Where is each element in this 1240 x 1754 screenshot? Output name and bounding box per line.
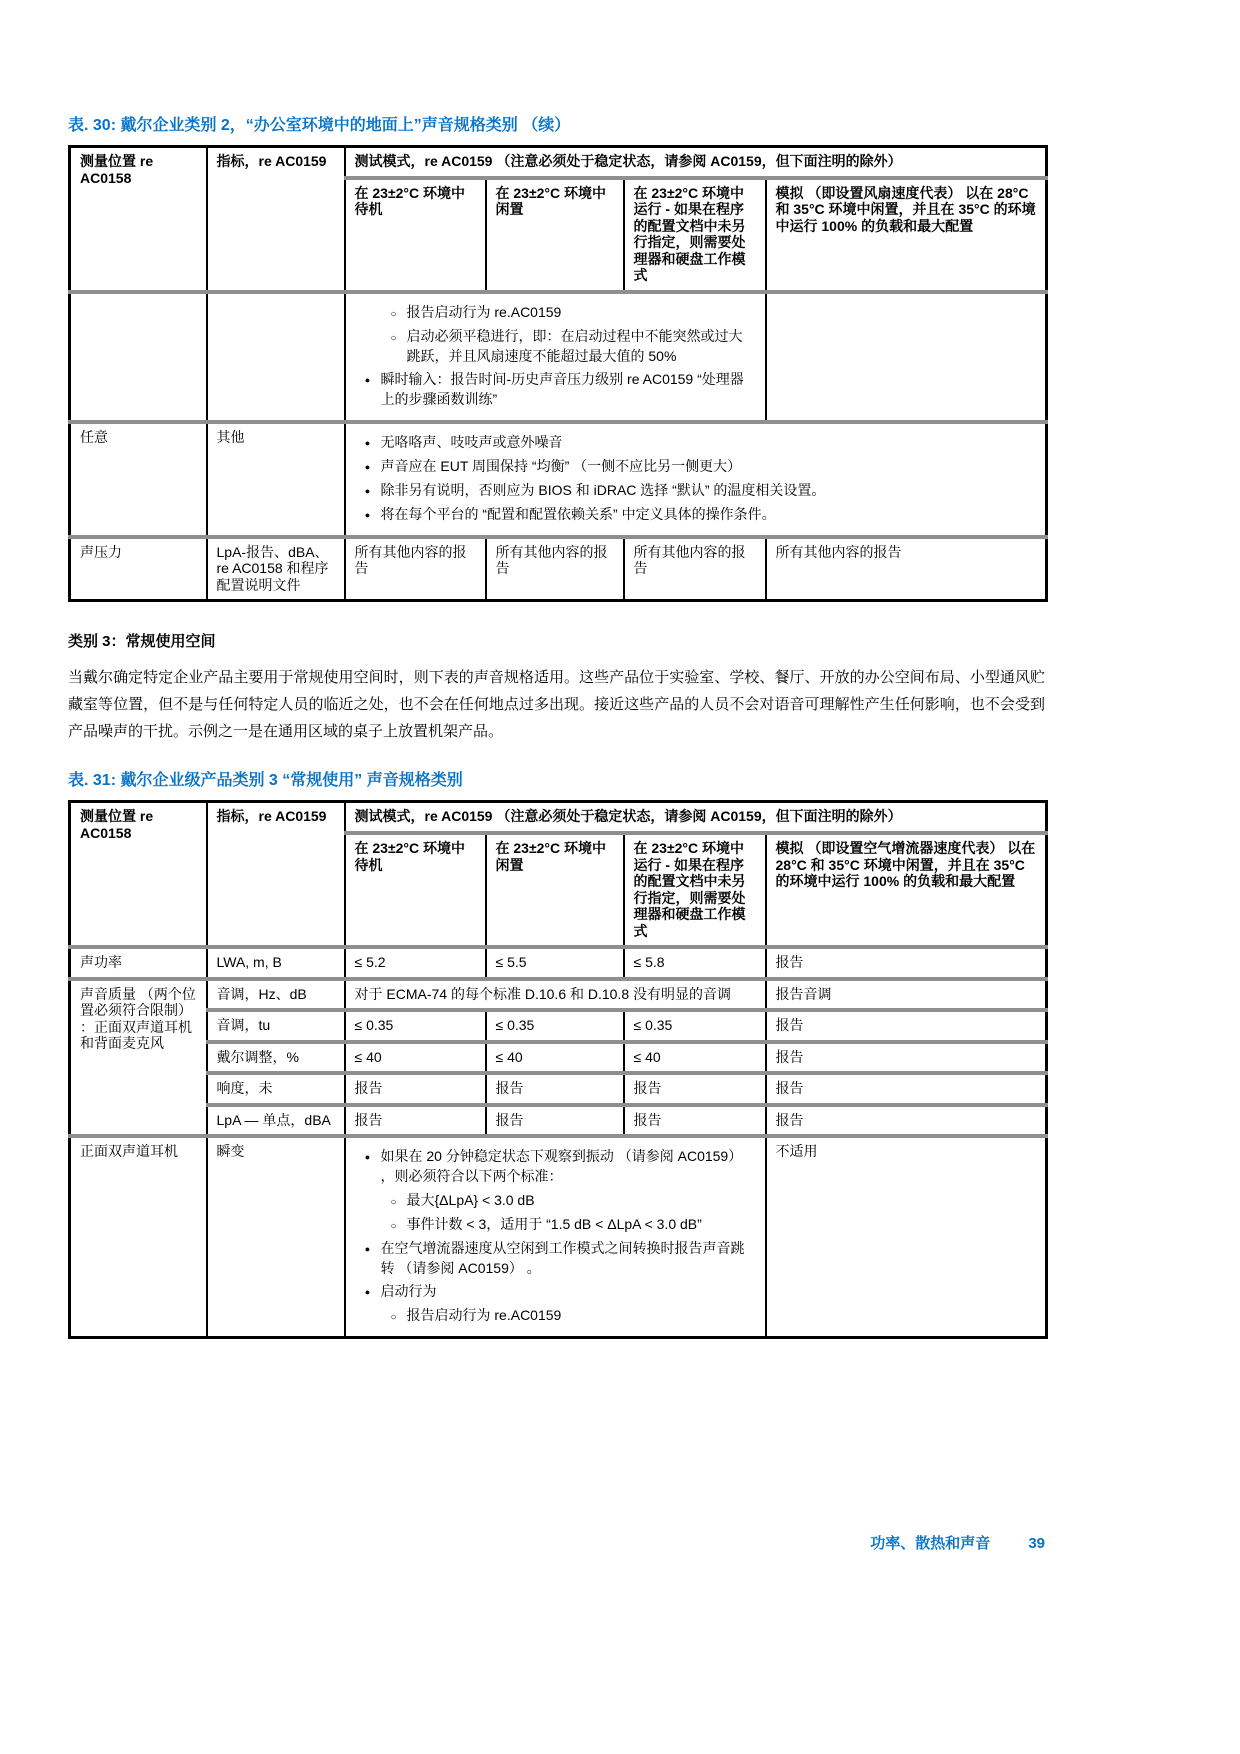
header-test-mode: 测试模式，re AC0159 （注意必须处于稳定状态，请参阅 AC0159，但下面注明的除外）: [345, 802, 1047, 833]
cell-idle: 报告: [486, 1073, 624, 1105]
cell-simulated: 报告: [766, 1105, 1047, 1137]
table-row: [70, 947, 1047, 979]
bullet-item: [355, 1282, 756, 1302]
cell-notes: [345, 292, 766, 422]
category-3-heading: 类别 3：常规使用空间: [68, 633, 216, 651]
header-idle: 在 23±2°C 环境中闲置: [486, 178, 624, 292]
bullet-marker: [355, 505, 381, 525]
cell-operating: 报告: [624, 1073, 766, 1105]
cell-standby: 所有其他内容的报告: [345, 537, 486, 601]
cell-measure: 声音质量 （两个位置必须符合限制） ：正面双声道耳机和背面麦克风: [70, 979, 207, 1137]
bullet-text: 声音应在 EUT 周围保持 “均衡” （一侧不应比另一侧更大）: [380, 458, 742, 475]
cell-notes: [345, 1136, 766, 1338]
bullet-marker: [381, 327, 407, 367]
bullet-text: 瞬时输入：报告时间-历史声音压力级别 re AC0159 “处理器上的步骤函数训练”: [380, 371, 744, 408]
table-row: [70, 292, 1047, 422]
bullet-text: 启动行为: [380, 1283, 437, 1300]
footer-page-number: 39: [1028, 1535, 1045, 1552]
header-metric: 指标，re AC0159: [207, 802, 345, 947]
cell-idle: 报告: [486, 1105, 624, 1137]
cell-standby: ≤ 40: [345, 1042, 486, 1074]
bullet-marker: [381, 1215, 407, 1235]
header-measure-position: 测量位置 re AC0158: [70, 802, 207, 947]
header-operating: 在 23±2°C 环境中运行 - 如果在程序的配置文档中未另行指定，则需要处理器和硬盘工作模式: [624, 833, 766, 947]
bullet-item: [355, 303, 756, 323]
cell-metric: 其他: [207, 422, 345, 537]
table-row: [70, 979, 1047, 1011]
header-metric: 指标，re AC0159: [207, 147, 345, 292]
cell-standby: 报告: [345, 1105, 486, 1137]
header-idle: 在 23±2°C 环境中闲置: [486, 833, 624, 947]
footer-section-label: 功率、散热和声音: [870, 1535, 991, 1552]
bullet-item: [355, 505, 1037, 525]
page-footer: [68, 1532, 1045, 1553]
cell-simulated: 报告: [766, 1073, 1047, 1105]
table-row: [70, 537, 1047, 601]
cell-empty: [207, 292, 345, 422]
bullet-item: [355, 1191, 756, 1211]
bullet-marker: [381, 303, 407, 323]
cell-metric: LWA, m, B: [207, 947, 345, 979]
cell-simulated: 报告: [766, 947, 1047, 979]
header-measure-position: 测量位置 re AC0158: [70, 147, 207, 292]
content-area: [68, 116, 1045, 1339]
table-30-title: 表. 30: 戴尔企业类别 2，“办公室环境中的地面上”声音规格类别 （续）: [68, 117, 571, 134]
cell-metric: 戴尔调整，%: [207, 1042, 345, 1074]
bullet-item: [355, 1147, 756, 1187]
header-test-mode: 测试模式，re AC0159 （注意必须处于稳定状态，请参阅 AC0159，但下面注明的除外）: [345, 147, 1047, 178]
bullet-text: 启动必须平稳进行，即：在启动过程中不能突然或过大跳跃，并且风扇速度不能超过最大值的 50%: [406, 327, 743, 364]
cell-idle: 所有其他内容的报告: [486, 537, 624, 601]
cell-measure: 任意: [70, 422, 207, 537]
bullet-text: 除非另有说明，否则应为 BIOS 和 iDRAC 选择 “默认” 的温度相关设置。: [380, 481, 826, 498]
header-simulated: 模拟 （即设置风扇速度代表） 以在 28°C 和 35°C 环境中闲置，并且在 35°C 的环境中运行 100% 的负载和最大配置: [766, 178, 1047, 292]
cell-metric: 瞬变: [207, 1136, 345, 1338]
category-3-paragraph: 当戴尔确定特定企业产品主要用于常规使用空间时，则下表的声音规格适用。这些产品位于实验室、学校、餐厅、开放的办公空间布局、小型通风贮藏室等位置，但不是与任何特定人员的临近之处，也不会在任何地点过多出现。接近这些产品的人员不会对语音可理解性产生任何影响，也不会受到产品噪声的干扰。示例之一是在通用区域的桌子上放置机架产品。: [68, 669, 1045, 740]
cell-standby: ≤ 5.2: [345, 947, 486, 979]
cell-operating: 所有其他内容的报告: [624, 537, 766, 601]
table-row: [70, 1105, 1047, 1137]
cell-measure: 声功率: [70, 947, 207, 979]
cell-metric: 响度，未: [207, 1073, 345, 1105]
table-row: [70, 1010, 1047, 1042]
cell-empty: [70, 292, 207, 422]
bullet-text: 报告启动行为 re.AC0159: [406, 303, 562, 320]
cell-measure: 正面双声道耳机: [70, 1136, 207, 1338]
table-row: [70, 1042, 1047, 1074]
table-31: [68, 800, 1048, 1339]
bullet-item: [355, 1306, 756, 1326]
header-simulated: 模拟 （即设置空气增流器速度代表） 以在 28°C 和 35°C 环境中闲置，并且在 35°C 的环境中运行 100% 的负载和最大配置: [766, 833, 1047, 947]
bullet-marker: [355, 457, 381, 477]
cell-metric: LpA — 单点，dBA: [207, 1105, 345, 1137]
cell-operating: 报告: [624, 1105, 766, 1137]
cell-standby: ≤ 0.35: [345, 1010, 486, 1042]
cell-standby: 报告: [345, 1073, 486, 1105]
bullet-item: [355, 1215, 756, 1235]
cell-metric: 音调，tu: [207, 1010, 345, 1042]
header-standby: 在 23±2°C 环境中待机: [345, 833, 486, 947]
bullet-item: [355, 370, 756, 410]
bullet-text: 事件计数 < 3，适用于 “1.5 dB < ΔLpA < 3.0 dB”: [406, 1215, 702, 1232]
bullet-marker: [355, 481, 381, 501]
bullet-marker: [355, 1282, 381, 1302]
bullet-text: 如果在 20 分钟稳定状态下观察到振动 （请参阅 AC0159） ，则必须符合以下两个标准：: [380, 1148, 743, 1185]
table-30: [68, 145, 1048, 602]
bullet-marker: [355, 1239, 381, 1279]
header-standby: 在 23±2°C 环境中待机: [345, 178, 486, 292]
cell-value: 对于 ECMA-74 的每个标准 D.10.6 和 D.10.8 没有明显的音调: [345, 979, 766, 1011]
cell-simulated: 所有其他内容的报告: [766, 537, 1047, 601]
bullet-item: [355, 457, 1037, 477]
bullet-marker: [355, 370, 381, 410]
bullet-text: 最大{ΔLpA} < 3.0 dB: [406, 1191, 535, 1208]
bullet-marker: [381, 1306, 407, 1326]
table-row: [70, 1136, 1047, 1338]
table-row: [70, 1073, 1047, 1105]
bullet-text: 将在每个平台的 “配置和配置依赖关系” 中定义具体的操作条件。: [380, 505, 776, 522]
bullet-marker: [381, 1191, 407, 1211]
bullet-item: [355, 433, 1037, 453]
cell-idle: ≤ 0.35: [486, 1010, 624, 1042]
cell-simulated: 报告音调: [766, 979, 1047, 1011]
cell-measure: 声压力: [70, 537, 207, 601]
cell-idle: ≤ 40: [486, 1042, 624, 1074]
cell-simulated: 报告: [766, 1042, 1047, 1074]
bullet-text: 无咯咯声、吱吱声或意外噪音: [380, 434, 563, 451]
cell-empty: [766, 292, 1047, 422]
cell-operating: ≤ 40: [624, 1042, 766, 1074]
table-row: [70, 422, 1047, 537]
bullet-text: 报告启动行为 re.AC0159: [406, 1307, 562, 1324]
cell-metric: LpA-报告、dBA、re AC0158 和程序配置说明文件: [207, 537, 345, 601]
bullet-item: [355, 1239, 756, 1279]
cell-simulated: 不适用: [766, 1136, 1047, 1338]
bullet-item: [355, 327, 756, 367]
bullet-text: 在空气增流器速度从空闲到工作模式之间转换时报告声音跳转 （请参阅 AC0159） 。: [380, 1239, 745, 1276]
cell-metric: 音调，Hz、dB: [207, 979, 345, 1011]
cell-notes: [345, 422, 1047, 537]
bullet-marker: [355, 433, 381, 453]
cell-operating: ≤ 5.8: [624, 947, 766, 979]
bullet-marker: [355, 1147, 381, 1187]
bullet-item: [355, 481, 1037, 501]
cell-simulated: 报告: [766, 1010, 1047, 1042]
table-31-title: 表. 31: 戴尔企业级产品类别 3 “常规使用” 声音规格类别: [68, 772, 463, 790]
cell-operating: ≤ 0.35: [624, 1010, 766, 1042]
cell-idle: ≤ 5.5: [486, 947, 624, 979]
header-operating: 在 23±2°C 环境中运行 - 如果在程序的配置文档中未另行指定，则需要处理器和硬盘工作模式: [624, 178, 766, 292]
